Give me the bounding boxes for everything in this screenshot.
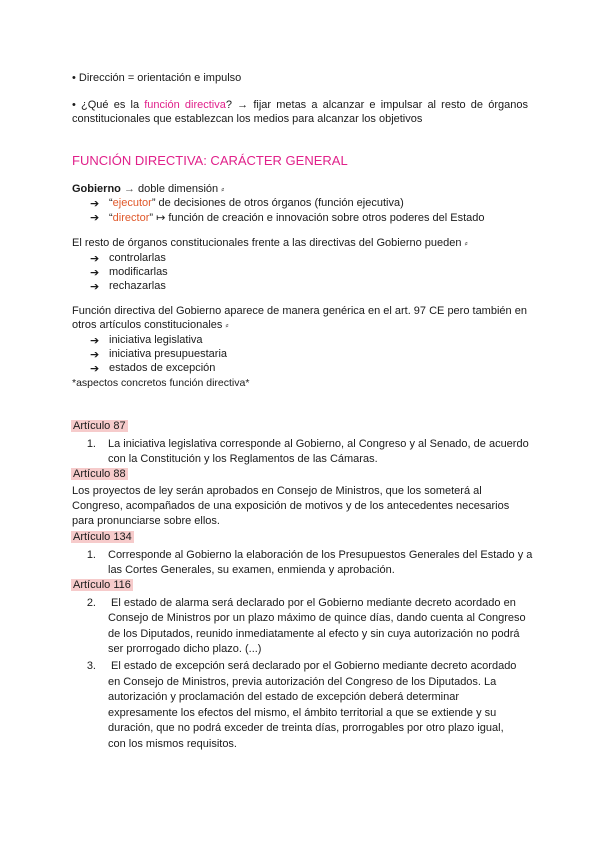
generica-item-text: iniciativa legislativa [109, 334, 203, 346]
generica-line-2 [72, 319, 228, 331]
footnote: *aspectos concretos función directiva* [72, 377, 250, 389]
article-label: Artículo 88 [73, 468, 126, 480]
article-87-heading [71, 420, 128, 432]
paragraph-mark-icon: ⸗ [221, 184, 225, 194]
article-text-line: ser prorrogado dicho plazo. (...) [108, 643, 262, 655]
gobierno-item-text: “ejecutor” de decisiones de otros órganos (función ejecutiva) [109, 197, 404, 209]
article-text-line: con los mismos requisitos. [108, 738, 237, 750]
list-number: 1. [86, 438, 96, 450]
article-text-line: El estado de alarma será declarado por el Gobierno mediante decreto acordado en [111, 597, 516, 609]
arrow-bullet-icon: ➔ [90, 281, 100, 293]
funcion-directiva-highlight: función directiva [144, 99, 226, 111]
article-label: Artículo 134 [73, 531, 132, 543]
paragraph-mark-icon: ⸗ [464, 238, 468, 248]
intro-bullet-1 [72, 72, 241, 84]
generica-item-text: estados de excepción [109, 362, 216, 374]
arrow-bullet-icon: ➔ [90, 335, 100, 347]
resto-text: El resto de órganos constitucionales frente a las directivas del Gobierno pueden [72, 237, 462, 249]
article-text-line: para pronunciarse sobre ellos. [72, 515, 220, 527]
generica-item-text: iniciativa presupuestaria [109, 348, 228, 360]
arrow-bullet-icon: ➔ [90, 198, 100, 210]
arrow-bullet-icon: ➔ [90, 253, 100, 265]
article-88-heading [71, 468, 128, 480]
intro-bullet-2-post: ? → fijar metas a alcanzar e impulsar al resto de órganos [225, 99, 528, 111]
generica-line-2-text: otros artículos constitucionales [72, 319, 223, 331]
ejecutor-term: ejecutor [112, 197, 152, 209]
article-text-line: Los proyectos de ley serán aprobados en Consejo de Ministros, que los someterá al [72, 485, 482, 497]
intro-bullet-2-line-2: constitucionales que establezcan los medios para alcanzar los objetivos [72, 113, 423, 125]
section-title: FUNCIÓN DIRECTIVA: CARÁCTER GENERAL [72, 153, 348, 168]
article-text-line: La iniciativa legislativa corresponde al Gobierno, al Congreso y al Senado, de acuerdo [108, 438, 529, 450]
arrow-bullet-icon: ➔ [90, 363, 100, 375]
article-116-heading [71, 579, 133, 591]
gobierno-line [72, 183, 224, 195]
intro-bullet-2-pre: ¿Qué es la [81, 99, 145, 111]
generica-line-1: Función directiva del Gobierno aparece de manera genérica en el art. 97 CE pero también en [72, 305, 527, 317]
intro-bullet-2-line-1: • ¿Qué es la función directiva? → fijar metas a alcanzar e impulsar al resto de órganos [72, 99, 528, 111]
resto-item-text: controlarlas [109, 252, 166, 264]
article-text-line: en Consejo de Ministros, previa autorización del Congreso de los Diputados. La [108, 676, 497, 688]
article-text-line: Corresponde al Gobierno la elaboración de los Presupuestos Generales del Estado y a [108, 549, 533, 561]
article-label: Artículo 116 [73, 579, 131, 591]
bullet-dot: • [72, 72, 79, 84]
article-text-line: de los Diputados, reunido inmediatamente al efecto y sin cuya autorización no podrá [108, 628, 520, 640]
article-text-line: con la Constitución y los Reglamentos de las Cámaras. [108, 453, 378, 465]
intro-bullet-1-text: Dirección = orientación e impulso [78, 72, 242, 84]
resto-line [72, 237, 468, 249]
article-text-line: Congreso, acompañados de una exposición de motivos y de los antecedentes necesarios [72, 500, 510, 512]
arrow-bullet-icon: ➔ [90, 349, 100, 361]
article-text-line: las Cortes Generales, su examen, enmienda y aprobación. [108, 564, 395, 576]
paragraph-mark-icon: ⸗ [225, 320, 229, 330]
arrow-bullet-icon: ➔ [90, 267, 100, 279]
arrow-bullet-icon: ➔ [90, 212, 100, 224]
article-text-line: El estado de excepción será declarado por el Gobierno mediante decreto acordado [111, 660, 517, 672]
gobierno-item-text: “director” ↦ función de creación e innovación sobre otros poderes del Estado [109, 212, 485, 224]
article-text-line: autorización y proclamación del estado de excepción deberá determinar [108, 691, 459, 703]
gobierno-text: doble dimensión [138, 183, 219, 195]
article-text-line: Consejo de Ministros por un plazo máximo de quince días, dando cuenta al Congreso [108, 612, 526, 624]
right-arrow-icon: → [123, 183, 135, 195]
article-label: Artículo 87 [73, 420, 126, 432]
intro-bullet-2 [72, 99, 528, 111]
article-text-line: duración, que no podrá exceder de treinta días, prorrogables por otro plazo igual, [108, 722, 504, 734]
list-number: 1. [86, 549, 96, 561]
director-term: director [112, 212, 150, 224]
resto-item-text: rechazarlas [109, 280, 166, 292]
resto-item-text: modificarlas [109, 266, 168, 278]
article-134-heading [71, 531, 134, 543]
gobierno-label: Gobierno [72, 183, 121, 195]
list-number: 3. [86, 660, 96, 672]
article-text-line: expresamente los efectos del mismo, el ámbito territorial a que se extiende y su [108, 707, 497, 719]
list-number: 2. [86, 597, 96, 609]
